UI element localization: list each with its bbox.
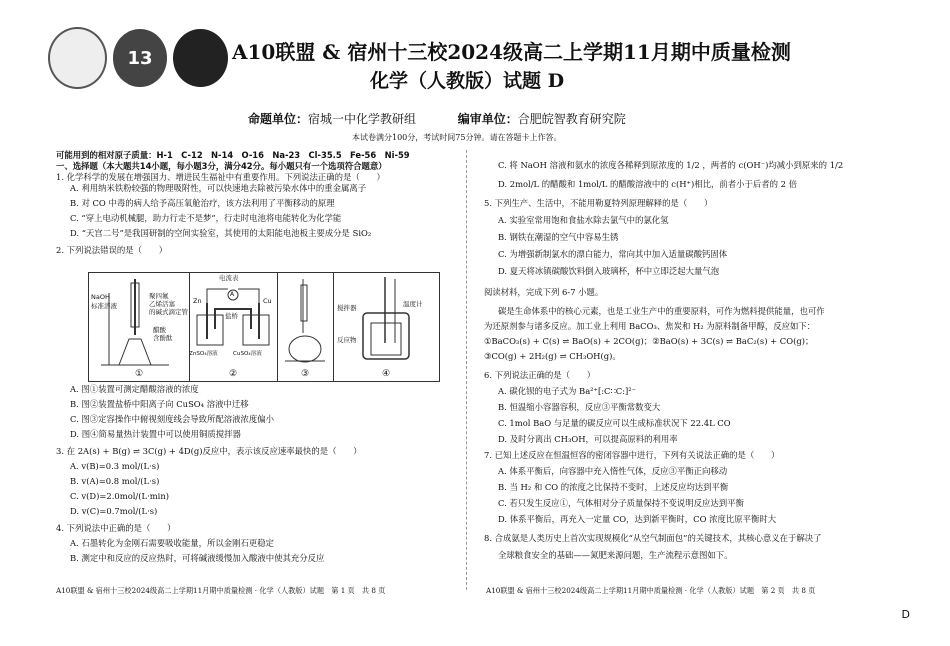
q4-option-c: C. 将 NaOH 溶液和氨水的浓度各稀释到原浓度的 1/2 ，两者的 c(OH⁻)均减小到原来的 1/2 [498, 160, 844, 170]
fig1-label-burette: 的碱式滴定管 [149, 308, 188, 316]
column-divider [466, 150, 467, 590]
question-8: 8. 合成氨是人类历史上首次实现规模化“从空气制面包”的关键技术，其核心意义在于解决了 [484, 533, 822, 543]
q1-option-a: A. 利用纳米铁粉较强的物理吸附性，可以快速地去除被污染水体中的重金属离子 [70, 183, 367, 193]
q5-option-b: B. 钢铁在潮湿的空气中容易生锈 [498, 232, 619, 242]
q3-option-a: A. v(B)=0.3 mol/(L·s) [70, 461, 160, 471]
q3-option-d: D. v(C)=0.7mol/(L·s) [70, 506, 158, 516]
school-seal-logo [48, 27, 107, 89]
q5-option-d: D. 夏天将冰镇碳酸饮料倒入玻璃杯，杯中立即泛起大量气泡 [498, 266, 720, 276]
q1-option-d: D. “天宫二号”是我国研制的空间实验室，其使用的太阳能电池板主要成分是 SiO₂ [70, 228, 372, 238]
reading-instruction: 阅读材料，完成下列 6-7 小题。 [484, 287, 604, 297]
right-column [484, 160, 843, 561]
left-column-top [56, 150, 410, 256]
passage-line-2: 为还原剂参与诸多反应。加工业上利用 BaCO₃、焦炭和 H₂ 为原料制备甲醇，反应如下： [484, 321, 816, 331]
fig4-label-stirrer: 搅拌器 [337, 304, 357, 312]
q4-option-a: A. 石墨转化为金刚石需要吸收能量，所以金刚石更稳定 [70, 538, 274, 548]
q3-option-c: C. v(D)=2.0mol/(L·min) [70, 491, 170, 501]
fig-number-4: ④ [381, 369, 391, 379]
exam-title: A10联盟 & 宿州十三校2024级高二上学期11月期中质量检测 [232, 40, 791, 64]
thirteen-schools-logo: 13 [113, 29, 168, 87]
fig4-label-thermometer: 温度计 [403, 300, 423, 308]
q1-option-b: B. 对 CO 中毒的病人给予高压氧舱治疗，该方法利用了平衡移动的原理 [70, 198, 335, 208]
fig2-label-a: A [230, 291, 235, 298]
fig1-label-acid: 醋酸 [153, 326, 166, 334]
fig2-label-zn: Zn [193, 297, 202, 305]
q2-figures [88, 272, 440, 382]
q5-option-a: A. 实验室常用饱和食盐水除去氯气中的氯化氢 [498, 215, 669, 225]
reaction-line-1: ①BaCO₃(s) + C(s) ⇌ BaO(s) + 2CO(g)；②BaO(s) + 3C(s) ⇌ BaC₂(s) + CO(g)； [484, 336, 814, 346]
fig1-label-naoh: NaOH [91, 293, 110, 301]
fig2-label-cuso4: CuSO₄溶液 [233, 351, 262, 357]
fig-number-3: ③ [300, 369, 310, 379]
q6-option-b: B. 恒温缩小容器容积，反应③平衡常数变大 [498, 402, 661, 412]
q2-option-b: B. 图②装置盐桥中阳离子向 CuSO₄ 溶液中迁移 [70, 399, 249, 409]
corner-letter: D [901, 608, 910, 621]
figure-1-titration [89, 273, 190, 381]
compiler-units: 命题单位：宿城一中化学教研组 编审单位：合肥皖智教育研究院 [248, 112, 626, 126]
q6-option-a: A. 碳化钡的电子式为 Ba²⁺[:C∷C:]²⁻ [498, 386, 637, 396]
q3-option-b: B. v(A)=0.8 mol/(L·s) [70, 476, 160, 486]
passage-line-1: 碳是生命体系中的核心元素，也是工业生产中的重要原料，可作为燃料提供能量，也可作 [498, 306, 825, 316]
fig2-label-salt-bridge: 盐桥 [225, 312, 238, 320]
q7-option-d: D. 体系平衡后，再充入一定量 CO，达到新平衡时，CO 浓度比原平衡时大 [498, 514, 777, 524]
fig-number-1: ① [134, 369, 144, 379]
q4-option-b: B. 测定中和反应的反应热时，可将碱液缓慢加入酸液中使其充分反应 [70, 553, 325, 563]
exam-subtitle: 化学（人教版）试题 D [370, 70, 565, 92]
exam-note: 本试卷满分100分，考试时间75分钟。请在答题卡上作答。 [352, 133, 562, 142]
page-1-footer: A10联盟 & 宿州十三校2024级高二上学期11月期中质量检测 · 化学（人教版）试题 第 1 页 共 8 页 [56, 586, 386, 595]
reaction-line-2: ③CO(g) + 2H₂(g) ⇌ CH₃OH(g)。 [484, 351, 621, 361]
fig-number-2: ② [228, 369, 238, 379]
figure-3-flask [277, 273, 334, 381]
titration-apparatus-icon [89, 273, 189, 369]
wanzhi-education-logo [173, 29, 228, 87]
fig1-label-ptfe: 聚四氟 [149, 292, 169, 300]
question-2: 2. 下列说法错误的是（ ） [56, 245, 168, 255]
q4-option-d: D. 2mol/L 的醋酸和 1mol/L 的醋酸溶液中的 c(H⁺)相比，前者小于后者的 2 倍 [498, 179, 797, 189]
question-7: 7. 已知上述反应在恒温恒容的密闭容器中进行，下列有关说法正确的是（ ） [484, 450, 780, 460]
q2-option-d: D. 图④简易量热计装置中可以使用铜质搅拌器 [70, 429, 241, 439]
q2-option-c: C. 图③定容操作中俯视刻度线会导致所配溶液浓度偏小 [70, 414, 275, 424]
question-1: 1. 化学科学的发展在增强国力、增进民生福祉中有重要作用。下列说法正确的是（ ） [56, 172, 385, 182]
q7-option-b: B. 当 H₂ 和 CO 的浓度之比保持不变时，上述反应均达到平衡 [498, 482, 729, 492]
question-8-cont: 全球粮食安全的基础——氮肥来源问题，生产流程示意图如下。 [498, 550, 733, 560]
calorimeter-icon [333, 273, 439, 369]
fig1-label-valve: 乙烯活塞 [149, 300, 175, 308]
q7-option-c: C. 若只发生反应①，气体相对分子质量保持不变说明反应达到平衡 [498, 498, 744, 508]
figure-4-calorimeter [333, 273, 439, 381]
volumetric-flask-icon [277, 273, 333, 369]
atomic-masses: 可能用到的相对原子质量：H-1 C-12 N-14 O-16 Na-23 Cl-35.5 Fe-56 Ni-59 [56, 150, 410, 160]
fig1-label-standard: 标准溶液 [91, 302, 117, 310]
figure-2-galvanic-cell [189, 273, 278, 381]
q2-option-a: A. 图①装置可测定醋酸溶液的浓度 [70, 384, 199, 394]
page-2-footer: A10联盟 & 宿州十三校2024级高二上学期11月期中质量检测 · 化学（人教版）试题 第 2 页 共 8 页 [486, 586, 816, 595]
fig1-label-phenol: 含酚酞 [153, 334, 173, 342]
fig2-label-znso4: ZnSO₄溶液 [189, 351, 218, 357]
fig4-label-reactant: 反应物 [337, 336, 357, 344]
header-logos [48, 22, 228, 94]
q5-option-c: C. 为增强新制氯水的漂白能力，常向其中加入适量碳酸钙固体 [498, 249, 728, 259]
q1-option-c: C. “穿上电动机械腿，助力行走不是梦”，行走时电池将电能转化为化学能 [70, 213, 342, 223]
question-3: 3. 在 2A(s) + B(g) ⇌ 3C(g) + 4D(g)反应中，表示该反应速率最快的是（ ） [56, 446, 362, 456]
q6-option-d: D. 及时分离出 CH₃OH，可以提高原料的利用率 [498, 434, 678, 444]
q7-option-a: A. 体系平衡后，向容器中充入惰性气体，反应③平衡正向移动 [498, 466, 728, 476]
fig2-label-cu: Cu [263, 297, 272, 305]
question-6: 6. 下列说法正确的是（ ） [484, 370, 596, 380]
question-4: 4. 下列说法中正确的是（ ） [56, 523, 176, 533]
question-5: 5. 下列生产、生活中，不能用勒夏特列原理解释的是（ ） [484, 198, 713, 208]
fig2-label-ammeter: 电流表 [219, 274, 239, 282]
left-column-bottom [56, 384, 362, 564]
section-heading: 一、选择题（本大题共14小题，每小题3分，满分42分。每小题只有一个选项符合题意） [56, 161, 387, 171]
q6-option-c: C. 1mol BaO 与足量的碳反应可以生成标准状况下 22.4L CO [498, 418, 731, 428]
